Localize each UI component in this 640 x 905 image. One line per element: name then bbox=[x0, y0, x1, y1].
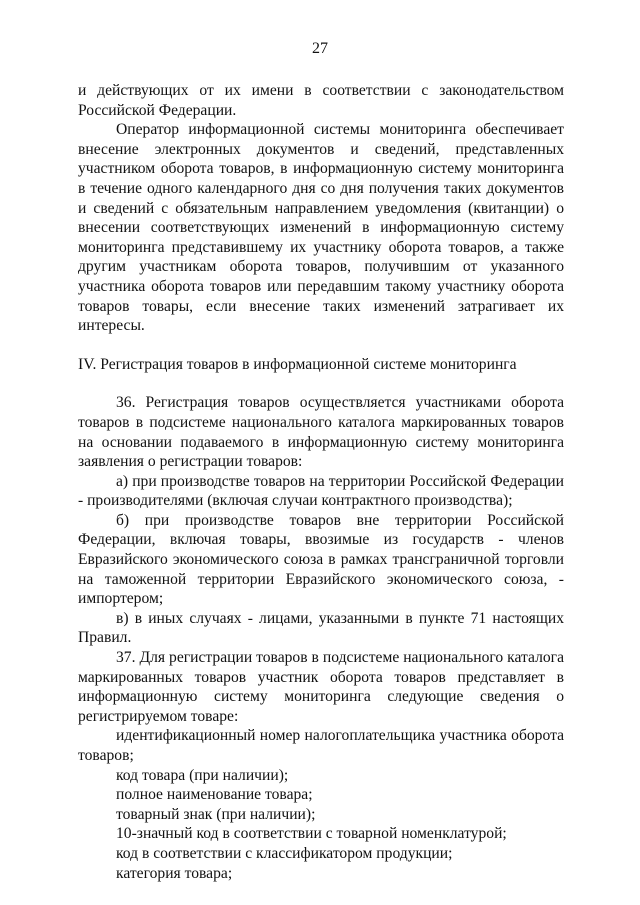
paragraph-operator-obligation: Оператор информационной системы мониторинга обеспечивает внесение электронных документов и сведений, представленных участником оборота товаров, в информационную систему мониторинга в течение одного календарного дня со дня получения таких документов и сведений с обязательным направлением уведомления (квитанции) о внесении соответствующих изменений в информационную систему мониторинга представившему их участнику оборота товаров, а также другим участникам оборота товаров, получившим от указанного участника оборота товаров или передавшим такому участнику оборота товаров товары, если внесение таких изменений затрагивает их интересы. bbox=[78, 121, 564, 335]
list-item-product-code: код товара (при наличии); bbox=[116, 766, 289, 784]
list-item-category: категория товара; bbox=[116, 864, 233, 882]
list-item-inn: идентификационный номер налогоплательщика участника оборота товаров; bbox=[78, 727, 564, 764]
clause-37: 37. Для регистрации товаров в подсистеме национального каталога маркированных товаров участник оборота товаров представляет в информационную систему мониторинга следующие сведения о регистрируемом товаре: bbox=[78, 649, 564, 725]
list-item-trademark: товарный знак (при наличии); bbox=[116, 805, 316, 823]
document-body bbox=[78, 81, 564, 883]
list-item-full-name: полное наименование товара; bbox=[116, 786, 313, 804]
clause-36-b: б) при производстве товаров вне территории Российской Федерации, включая товары, ввозимые из государств - членов Евразийского экономического союза в рамках трансграничной торговли на таможенной территории Евразийского экономического союза, - импортером; bbox=[78, 511, 564, 608]
page-number: 27 bbox=[312, 40, 328, 57]
list-item-classifier-code: код в соответствии с классификатором продукции; bbox=[116, 844, 453, 862]
section-heading: IV. Регистрация товаров в информационной системе мониторинга bbox=[78, 355, 517, 373]
spacer bbox=[78, 336, 564, 355]
clause-36-a: а) при производстве товаров на территории Российской Федерации - производителями (включая случаи контрактного производства); bbox=[78, 472, 564, 510]
clause-36: 36. Регистрация товаров осуществляется участниками оборота товаров в подсистеме национального каталога маркированных товаров на основании подаваемого в информационную систему мониторинга заявления о регистрации товаров: bbox=[78, 394, 564, 471]
clause-36-c: в) в иных случаях - лицами, указанными в пункте 71 настоящих Правил. bbox=[78, 609, 564, 647]
list-item-tnved-code: 10-значный код в соответствии с товарной номенклатурой; bbox=[116, 825, 507, 843]
paragraph-continuation: и действующих от их имени в соответствии с законодательством Российской Федерации. bbox=[78, 82, 564, 119]
spacer bbox=[78, 374, 564, 393]
